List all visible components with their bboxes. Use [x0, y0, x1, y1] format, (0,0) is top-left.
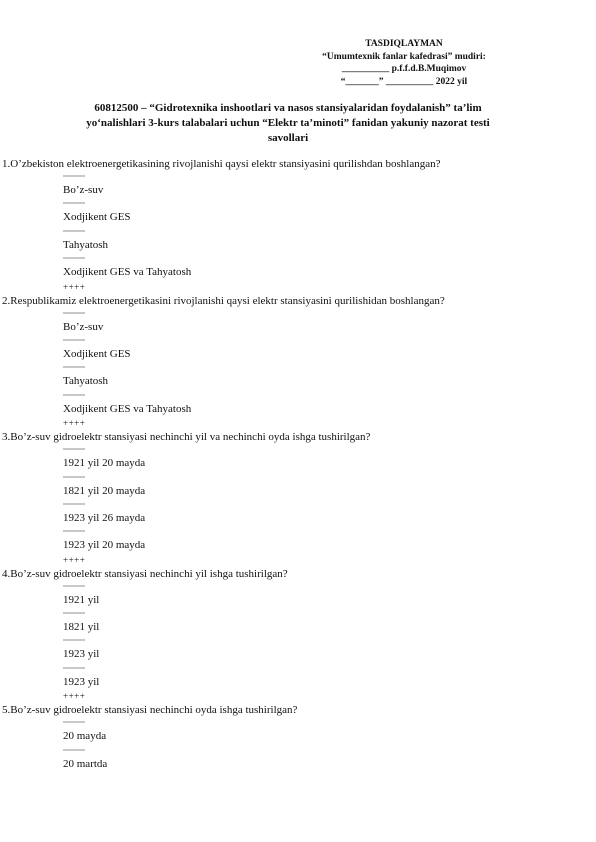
answer-option: [0, 665, 596, 692]
answer-option: [0, 255, 596, 282]
question-list: [0, 155, 596, 774]
question-item: [0, 565, 596, 702]
answer-option: [0, 446, 596, 473]
question-text: 1.O’zbekiston elektroenergetikasining rivojlanishi qaysi elektr stansiyasini qurilishdan boshlangan?: [2, 158, 441, 170]
title-line-3: savollari: [267, 132, 309, 144]
answer-option: [0, 719, 596, 746]
question-item: [0, 428, 596, 565]
answer-option: [0, 337, 596, 364]
option-separator: [63, 749, 85, 751]
answer-option-text: Xodjikent GES: [63, 347, 131, 360]
answer-option: [0, 474, 596, 501]
answer-option-text: 20 mayda: [63, 730, 107, 743]
answer-option-text: Xodjikent GES va Tahyatosh: [63, 402, 192, 415]
answer-option-text: Tahyatosh: [63, 375, 109, 388]
answer-option-text: 1923 yil 26 mayda: [63, 511, 146, 524]
question-text: 3.Bo’z-suv gidroelektr stansiyasi nechinchi yil va nechinchi oyda ishga tushirilgan?: [2, 431, 371, 444]
option-separator: [63, 448, 85, 450]
answer-option-text: 1923 yil: [63, 648, 100, 661]
answer-option: [0, 200, 596, 227]
option-separator: [63, 202, 85, 204]
answer-option: [0, 228, 596, 255]
answer-option: [0, 610, 596, 637]
answer-option: [0, 528, 596, 555]
option-separator: [63, 503, 85, 505]
answer-option-text: Tahyatosh: [63, 238, 109, 251]
answer-option-text: Xodjikent GES va Tahyatosh: [63, 266, 192, 279]
approval-department-line: “Umumtexnik fanlar kafedrasi” mudiri:: [322, 51, 486, 62]
question-text: 5.Bo’z-suv gidroelektr stansiyasi nechinchi oyda ishga tushirilgan?: [2, 704, 298, 717]
question-item: [0, 701, 596, 774]
title-line-1: 60812500 – “Gidrotexnika inshootlari va nasos stansiyalaridan foydalanish” ta’lim: [94, 102, 482, 114]
option-separator: [63, 312, 85, 314]
approval-block: [300, 38, 508, 88]
option-separator: [63, 230, 85, 232]
answer-option: [0, 310, 596, 337]
approval-signature-line: __________ p.f.f.d.B.Muqimov: [341, 64, 467, 74]
title-line-2: yo‘nalishlari 3-kurs talabalari uchun “Elektr ta’minoti” fanidan yakuniy nazorat testi: [86, 117, 490, 129]
question-end-marker: ++++: [63, 691, 86, 702]
option-separator: [63, 667, 85, 669]
answer-option: [0, 501, 596, 528]
option-separator: [63, 257, 85, 259]
answer-option-text: 1921 yil 20 mayda: [63, 457, 146, 470]
answer-option-text: 20 martda: [63, 757, 108, 770]
document-title: [20, 101, 556, 146]
option-separator: [63, 476, 85, 478]
option-separator: [63, 339, 85, 341]
approval-date-line: “_______” __________ 2022 yil: [340, 76, 468, 87]
answer-option-text: Xodjikent GES: [63, 211, 131, 224]
answer-option: [0, 637, 596, 664]
answer-option-text: 1921 yil: [63, 593, 100, 606]
option-separator: [63, 175, 85, 177]
question-item: [0, 155, 596, 292]
question-item: [0, 292, 596, 429]
answer-option-text: 1923 yil: [63, 675, 100, 688]
answer-option-text: Bo’z-suv: [63, 320, 104, 333]
question-end-marker: ++++: [63, 554, 86, 565]
answer-option-text: 1821 yil 20 mayda: [63, 484, 146, 497]
option-separator: [63, 639, 85, 641]
question-end-marker: ++++: [63, 281, 86, 292]
answer-option: [0, 747, 596, 774]
option-separator: [63, 530, 85, 532]
option-separator: [63, 366, 85, 368]
answer-option-text: 1923 yil 20 mayda: [63, 539, 146, 552]
option-separator: [63, 585, 85, 587]
answer-option-text: 1821 yil: [63, 621, 100, 634]
answer-option: [0, 583, 596, 610]
answer-option: [0, 392, 596, 419]
option-separator: [63, 394, 85, 396]
answer-option: [0, 173, 596, 200]
answer-option: [0, 364, 596, 391]
option-separator: [63, 721, 85, 723]
question-text: 2.Respublikamiz elektroenergetikasini rivojlanishi qaysi elektr stansiyasini qurilishidan boshlangan?: [2, 294, 445, 307]
approval-heading: TASDIQLAYMAN: [365, 39, 443, 49]
question-end-marker: ++++: [63, 418, 86, 429]
answer-option-text: Bo’z-suv: [63, 184, 104, 196]
question-text: 4.Bo’z-suv gidroelektr stansiyasi nechinchi yil ishga tushirilgan?: [2, 567, 288, 580]
option-separator: [63, 612, 85, 614]
